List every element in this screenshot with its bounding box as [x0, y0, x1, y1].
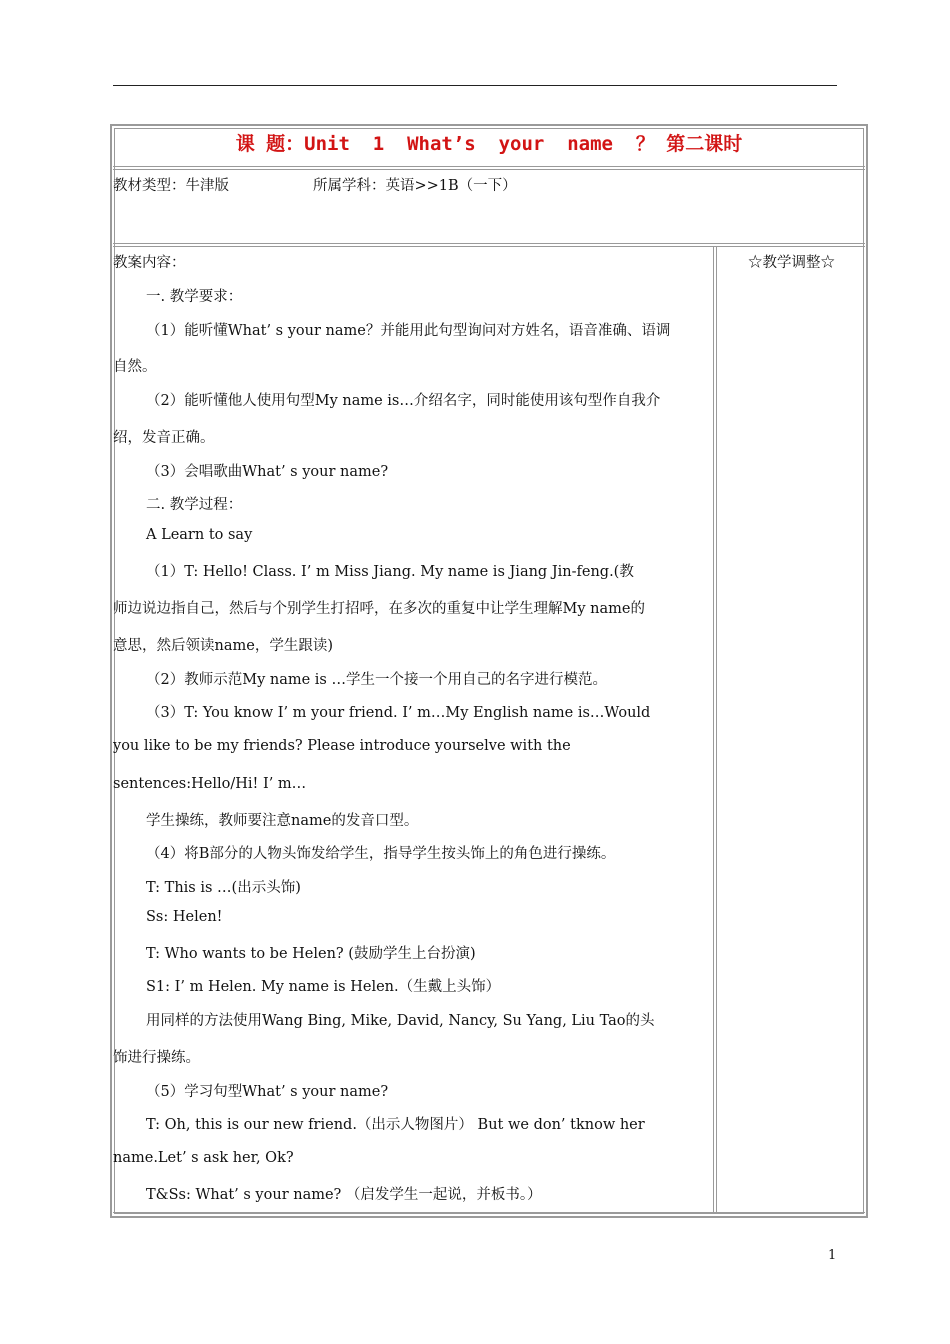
title-divider-2 — [113, 169, 865, 170]
content-line: T: Who wants to be Helen? (鼓励学生上台扮演) — [146, 946, 476, 962]
content-line: 自然。 — [113, 359, 157, 375]
page-number: 1 — [828, 1248, 837, 1263]
content-line: 一. 教学要求： — [146, 289, 243, 305]
content-line: （3）T: You know I’ m your friend. I’ m…My English name is…Would — [146, 705, 651, 721]
subject: 所属学科：英语>>1B（一下） — [313, 178, 517, 194]
content-heading: 教案内容： — [113, 255, 186, 271]
teaching-adjustment-heading: ☆教学调整☆ — [748, 255, 835, 271]
lesson-title: 课 题：Unit 1 What’s your name ？ 第二课时 — [235, 133, 743, 155]
content-line: Ss: Helen! — [146, 909, 223, 925]
title-row — [113, 127, 865, 166]
content-line: （5）学习句型What’ s your name? — [146, 1084, 389, 1100]
content-line: （2）教师示范My name is …学生一个接一个用自己的名字进行模范。 — [146, 672, 607, 688]
title-divider — [113, 166, 865, 167]
textbook-type: 教材类型：牛津版 — [113, 178, 229, 194]
content-line: 二. 教学过程： — [146, 497, 243, 513]
bottom-divider — [113, 1212, 865, 1213]
content-line: 意思，然后领读name，学生跟读) — [113, 638, 333, 654]
content-line: 师边说边指自己，然后与个别学生打招呼，在多次的重复中让学生理解My name的 — [113, 601, 645, 617]
meta-divider-2 — [113, 246, 865, 247]
content-line: 绍，发音正确。 — [113, 430, 215, 446]
content-line: （3）会唱歌曲What’ s your name? — [146, 464, 389, 480]
content-line: T: Oh, this is our new friend.（出示人物图片） But we don’ tknow her — [146, 1117, 645, 1133]
content-line: T: This is …(出示头饰) — [146, 880, 301, 896]
content-line: S1: I’ m Helen. My name is Helen.（生戴上头饰） — [146, 979, 501, 995]
content-line: you like to be my friends? Please introduce yourselve with the — [113, 738, 571, 754]
header-rule — [113, 85, 837, 86]
content-line: 学生操练，教师要注意name的发音口型。 — [146, 813, 419, 829]
content-line: （1）能听懂What’ s your name？并能用此句型询问对方姓名，语音准确、语调 — [146, 323, 671, 339]
meta-row — [113, 174, 517, 222]
content-line: A Learn to say — [146, 527, 253, 543]
content-line: （1）T: Hello! Class. I’ m Miss Jiang. My name is Jiang Jin-feng.(教 — [146, 564, 634, 580]
content-line: name.Let’ s ask her, Ok? — [113, 1150, 294, 1166]
content-line: （2）能听懂他人使用句型My name is…介绍名字，同时能使用该句型作自我介 — [146, 393, 661, 409]
content-line: （4）将B部分的人物头饰发给学生，指导学生按头饰上的角色进行操练。 — [146, 846, 616, 862]
content-line: sentences:Hello/Hi! I’ m… — [113, 776, 307, 792]
meta-divider — [113, 243, 865, 244]
content-line: 用同样的方法使用Wang Bing, Mike, David, Nancy, Su Yang, Liu Tao的头 — [146, 1013, 655, 1029]
content-line: 饰进行操练。 — [113, 1050, 200, 1066]
content-line: T&Ss: What’ s your name? （启发学生一起说，并板书。） — [146, 1187, 542, 1203]
